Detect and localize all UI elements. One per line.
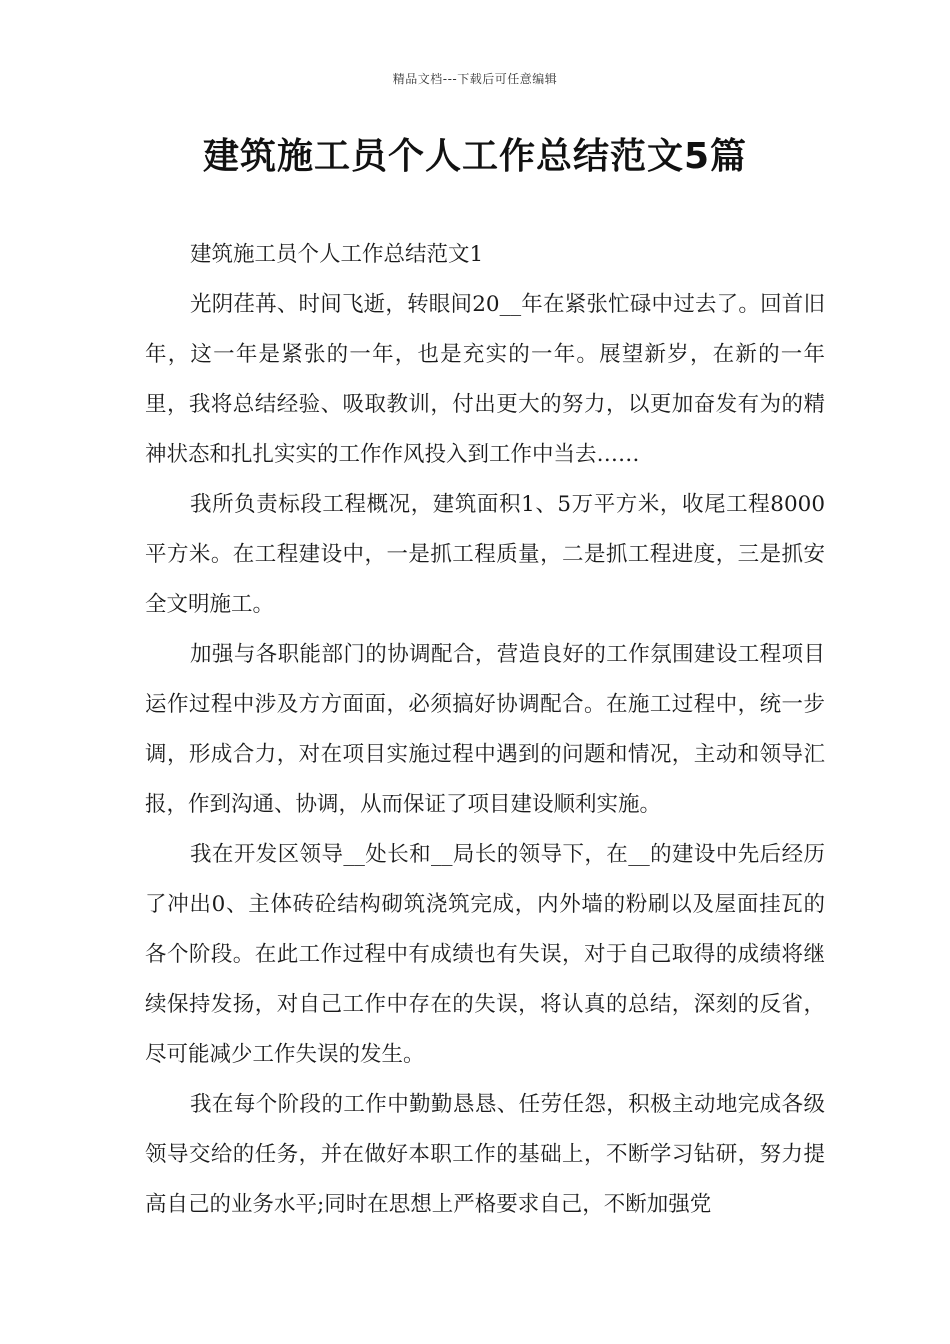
page-title: 建筑施工员个人工作总结范文5篇 [202,136,748,177]
paragraph-4: 我在开发区领导__处长和__局长的领导下，在__的建设中先后经历了冲出0、主体砖砼结构砌筑浇筑完成，内外墙的粉刷以及屋面挂瓦的各个阶段。在此工作过程中有成绩也有失误，对于自己取得的成绩将继续保持发扬，对自己工作中存在的失误，将认真的总结，深刻的反省，尽可能减少工作失误的发生。 [145,842,825,1067]
section-heading: 建筑施工员个人工作总结范文1 [190,242,484,267]
paragraph-5: 我在每个阶段的工作中勤勤恳恳、任劳任怨，积极主动地完成各级领导交给的任务，并在做好本职工作的基础上，不断学习钻研，努力提高自己的业务水平;同时在思想上严格要求自己，不断加强党 [145,1092,825,1217]
document-body [145,230,825,1230]
header-note: 精品文档---下载后可任意编辑 [392,72,558,86]
paragraph-2: 我所负责标段工程概况，建筑面积1、5万平方米，收尾工程8000平方米。在工程建设中，一是抓工程质量，二是抓工程进度，三是抓安全文明施工。 [145,492,825,617]
paragraph-3: 加强与各职能部门的协调配合，营造良好的工作氛围建设工程项目运作过程中涉及方方面面，必须搞好协调配合。在施工过程中，统一步调，形成合力，对在项目实施过程中遇到的问题和情况，主动和领导汇报，作到沟通、协调，从而保证了项目建设顺利实施。 [145,642,825,817]
paragraph-1: 光阴荏苒、时间飞逝，转眼间20__年在紧张忙碌中过去了。回首旧年，这一年是紧张的一年，也是充实的一年。展望新岁，在新的一年里，我将总结经验、吸取教训，付出更大的努力，以更加奋发有为的精神状态和扎扎实实的工作作风投入到工作中当去…… [145,292,825,467]
